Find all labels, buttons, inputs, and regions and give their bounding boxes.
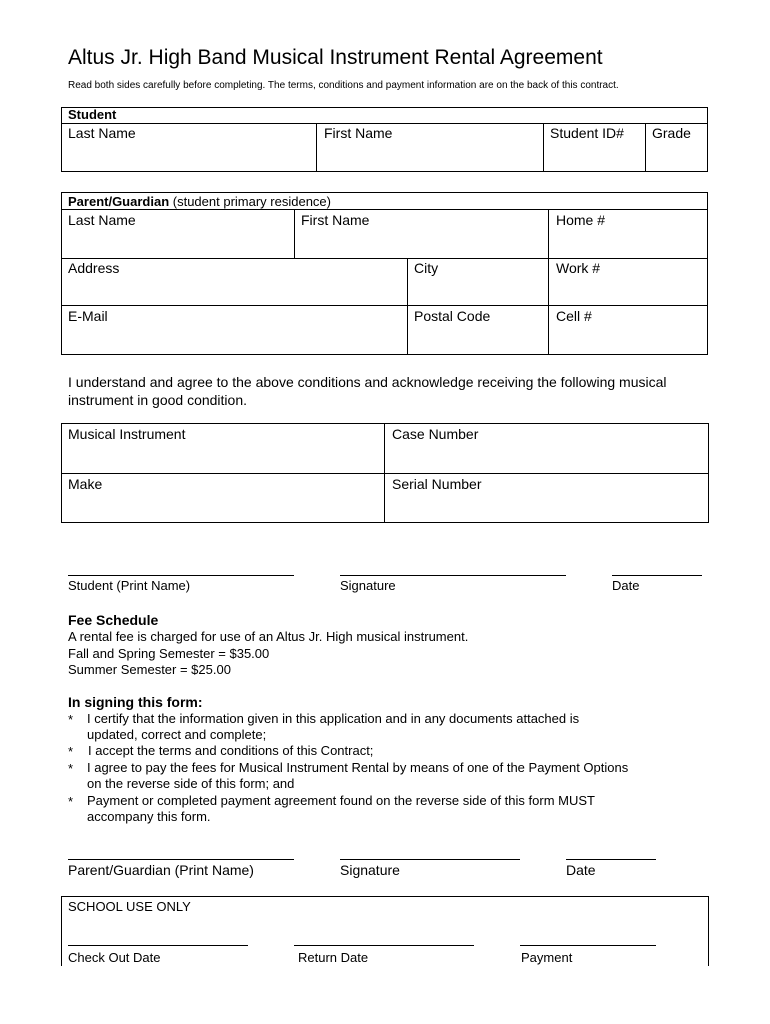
signing-item-1: I certify that the information given in this application and in any documents attached is updated, correct and complete; (87, 711, 580, 742)
student-signature-label: Signature (340, 578, 396, 593)
signing-item-4: Payment or completed payment agreement found on the reverse side of this form MUST accompany this form. (87, 793, 595, 824)
city-field[interactable]: City (414, 260, 439, 276)
email-field[interactable]: E-Mail (68, 308, 108, 324)
student-first-name-field[interactable]: First Name (324, 125, 393, 141)
parent-last-name-field[interactable]: Last Name (68, 212, 136, 228)
parent-header-title: Parent/Guardian (68, 194, 170, 209)
fee-line-1: A rental fee is charged for use of an Altus Jr. High musical instrument. (68, 629, 469, 644)
signing-item-2: I accept the terms and conditions of this Contract; (88, 743, 374, 758)
school-use-heading: SCHOOL USE ONLY (68, 899, 191, 914)
bullet-1: * (68, 712, 74, 727)
page-subtitle: Read both sides carefully before completing. The terms, conditions and payment information are on the back of this contract. (68, 80, 619, 91)
bullet-2: * (68, 744, 74, 759)
case-number-field[interactable]: Case Number (392, 426, 479, 442)
address-field[interactable]: Address (68, 260, 120, 276)
fee-line-2: Fall and Spring Semester = $35.00 (68, 646, 270, 661)
parent-date-line[interactable] (566, 859, 656, 860)
signing-heading: In signing this form: (68, 694, 203, 710)
serial-number-field[interactable]: Serial Number (392, 476, 482, 492)
student-date-label: Date (612, 578, 640, 593)
parent-date-label: Date (566, 862, 596, 878)
parent-table (61, 192, 708, 355)
payment-line[interactable] (520, 945, 656, 946)
check-out-label: Check Out Date (68, 950, 161, 965)
student-signature-line[interactable] (340, 575, 566, 576)
parent-header (68, 194, 331, 209)
student-print-name-label: Student (Print Name) (68, 578, 191, 593)
cell-phone-field[interactable]: Cell # (556, 308, 592, 324)
page-title: Altus Jr. High Band Musical Instrument Rental Agreement (68, 46, 603, 69)
check-out-line[interactable] (68, 945, 248, 946)
acknowledge-text: I understand and agree to the above conditions and acknowledge receiving the following musical instrument in good condition. (68, 374, 667, 408)
student-id-field[interactable]: Student ID# (550, 125, 624, 141)
student-date-line[interactable] (612, 575, 702, 576)
return-date-label: Return Date (298, 950, 369, 965)
postal-code-field[interactable]: Postal Code (414, 308, 491, 324)
student-header: Student (68, 107, 117, 122)
student-print-name-line[interactable] (68, 575, 294, 576)
student-grade-field[interactable]: Grade (652, 125, 691, 141)
make-field[interactable]: Make (68, 476, 103, 492)
fee-schedule-heading: Fee Schedule (68, 612, 159, 628)
payment-label: Payment (521, 950, 573, 965)
parent-print-name-label: Parent/Guardian (Print Name) (68, 862, 254, 878)
signing-item-3: I agree to pay the fees for Musical Instrument Rental by means of one of the Payment Options on the reverse side of this form; and (87, 760, 629, 791)
work-phone-field[interactable]: Work # (556, 260, 601, 276)
parent-signature-line[interactable] (340, 859, 520, 860)
parent-header-note: (student primary residence) (172, 194, 331, 209)
student-last-name-field[interactable]: Last Name (68, 125, 136, 141)
bullet-4: * (68, 794, 74, 809)
parent-first-name-field[interactable]: First Name (301, 212, 370, 228)
fee-line-3: Summer Semester = $25.00 (68, 662, 231, 677)
return-date-line[interactable] (294, 945, 474, 946)
musical-instrument-field[interactable]: Musical Instrument (68, 426, 186, 442)
parent-signature-label: Signature (340, 862, 400, 878)
parent-print-name-line[interactable] (68, 859, 294, 860)
bullet-3: * (68, 761, 74, 776)
home-phone-field[interactable]: Home # (556, 212, 606, 228)
